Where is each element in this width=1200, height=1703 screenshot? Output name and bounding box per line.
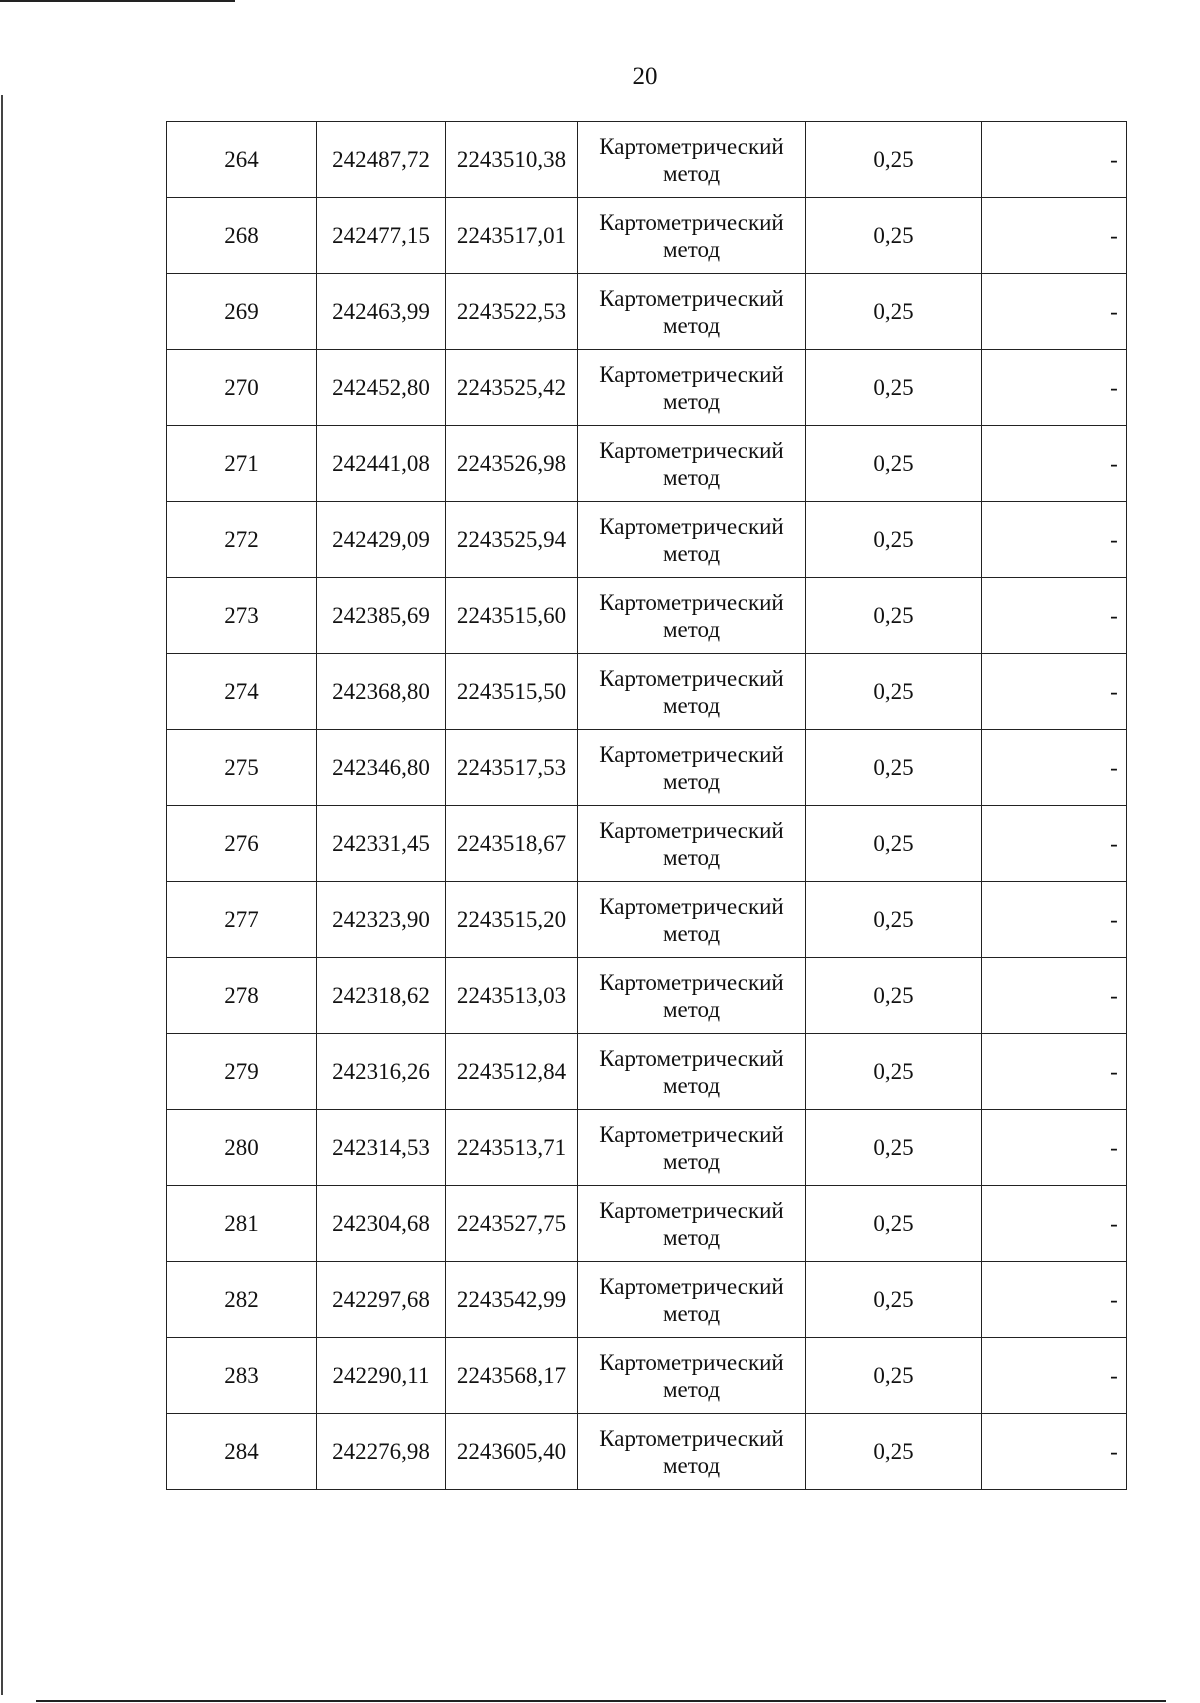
method-text-line2: метод — [662, 1224, 721, 1250]
description-text: - — [1110, 603, 1118, 628]
x-coordinate-cell: 242323,90 — [317, 882, 446, 958]
y-coordinate-cell: 2243605,40 — [446, 1414, 578, 1490]
description-cell — [982, 122, 1127, 198]
point-number-cell: 281 — [167, 1186, 317, 1262]
y-coordinate-cell: 2243568,17 — [446, 1338, 578, 1414]
table-row — [167, 1414, 1127, 1490]
method-text-line2: метод — [662, 920, 721, 946]
table-row — [167, 1110, 1127, 1186]
description-text: - — [1110, 907, 1118, 932]
table-row — [167, 806, 1127, 882]
method-text-line2: метод — [662, 768, 721, 794]
method-cell — [578, 1186, 806, 1262]
method-text-line1: Картометрический — [599, 1197, 784, 1223]
coordinates-table — [166, 121, 1127, 1490]
method-text-line1: Картометрический — [599, 741, 784, 767]
accuracy-cell: 0,25 — [806, 350, 982, 426]
accuracy-cell: 0,25 — [806, 654, 982, 730]
point-number-cell: 277 — [167, 882, 317, 958]
method-text-line2: метод — [662, 692, 721, 718]
method-cell — [578, 806, 806, 882]
table-row — [167, 958, 1127, 1034]
point-number-cell: 284 — [167, 1414, 317, 1490]
description-cell — [982, 958, 1127, 1034]
method-text-line2: метод — [662, 1072, 721, 1098]
table-row — [167, 1262, 1127, 1338]
y-coordinate-cell: 2243515,60 — [446, 578, 578, 654]
table-row — [167, 1034, 1127, 1110]
method-cell — [578, 1414, 806, 1490]
x-coordinate-cell: 242477,15 — [317, 198, 446, 274]
accuracy-cell: 0,25 — [806, 502, 982, 578]
method-text-line1: Картометрический — [599, 437, 784, 463]
point-number-cell: 278 — [167, 958, 317, 1034]
y-coordinate-cell: 2243525,42 — [446, 350, 578, 426]
method-cell — [578, 958, 806, 1034]
description-cell — [982, 198, 1127, 274]
point-number-cell: 270 — [167, 350, 317, 426]
description-cell — [982, 654, 1127, 730]
method-text-line2: метод — [662, 616, 721, 642]
point-number-cell: 275 — [167, 730, 317, 806]
description-text: - — [1110, 1135, 1118, 1160]
y-coordinate-cell: 2243542,99 — [446, 1262, 578, 1338]
y-coordinate-cell: 2243526,98 — [446, 426, 578, 502]
method-text-line1: Картометрический — [599, 361, 784, 387]
method-text-line1: Картометрический — [599, 1121, 784, 1147]
description-text: - — [1110, 527, 1118, 552]
method-text-line1: Картометрический — [599, 1349, 784, 1375]
accuracy-cell: 0,25 — [806, 1034, 982, 1110]
accuracy-cell: 0,25 — [806, 122, 982, 198]
point-number-cell: 268 — [167, 198, 317, 274]
description-cell — [982, 350, 1127, 426]
method-cell — [578, 578, 806, 654]
method-text-line1: Картометрический — [599, 589, 784, 615]
x-coordinate-cell: 242441,08 — [317, 426, 446, 502]
point-number-cell: 273 — [167, 578, 317, 654]
description-text: - — [1110, 451, 1118, 476]
method-cell — [578, 350, 806, 426]
description-text: - — [1110, 299, 1118, 324]
scan-edge-left — [1, 95, 3, 1695]
description-text: - — [1110, 755, 1118, 780]
description-cell — [982, 1414, 1127, 1490]
table-row — [167, 426, 1127, 502]
x-coordinate-cell: 242314,53 — [317, 1110, 446, 1186]
x-coordinate-cell: 242385,69 — [317, 578, 446, 654]
point-number-cell: 282 — [167, 1262, 317, 1338]
accuracy-cell: 0,25 — [806, 1338, 982, 1414]
method-text-line2: метод — [662, 1452, 721, 1478]
description-text: - — [1110, 1287, 1118, 1312]
description-text: - — [1110, 1211, 1118, 1236]
x-coordinate-cell: 242368,80 — [317, 654, 446, 730]
method-text-line2: метод — [662, 388, 721, 414]
description-cell — [982, 882, 1127, 958]
point-number-cell: 283 — [167, 1338, 317, 1414]
method-text-line1: Картометрический — [599, 969, 784, 995]
scan-edge-bottom — [36, 1700, 1166, 1702]
x-coordinate-cell: 242297,68 — [317, 1262, 446, 1338]
x-coordinate-cell: 242463,99 — [317, 274, 446, 350]
accuracy-cell: 0,25 — [806, 1186, 982, 1262]
accuracy-cell: 0,25 — [806, 274, 982, 350]
y-coordinate-cell: 2243518,67 — [446, 806, 578, 882]
accuracy-cell: 0,25 — [806, 806, 982, 882]
method-cell — [578, 274, 806, 350]
description-text: - — [1110, 223, 1118, 248]
method-text-line2: метод — [662, 996, 721, 1022]
y-coordinate-cell: 2243517,53 — [446, 730, 578, 806]
method-text-line2: метод — [662, 312, 721, 338]
description-cell — [982, 274, 1127, 350]
method-cell — [578, 1034, 806, 1110]
method-text-line1: Картометрический — [599, 209, 784, 235]
point-number-cell: 269 — [167, 274, 317, 350]
method-text-line1: Картометрический — [599, 893, 784, 919]
point-number-cell: 279 — [167, 1034, 317, 1110]
table-row — [167, 502, 1127, 578]
description-cell — [982, 502, 1127, 578]
description-text: - — [1110, 1363, 1118, 1388]
accuracy-cell: 0,25 — [806, 1414, 982, 1490]
method-text-line2: метод — [662, 1376, 721, 1402]
description-text: - — [1110, 679, 1118, 704]
accuracy-cell: 0,25 — [806, 1262, 982, 1338]
x-coordinate-cell: 242331,45 — [317, 806, 446, 882]
method-text-line1: Картометрический — [599, 133, 784, 159]
y-coordinate-cell: 2243513,71 — [446, 1110, 578, 1186]
scan-edge-top — [0, 0, 235, 2]
method-cell — [578, 198, 806, 274]
method-text-line1: Картометрический — [599, 285, 784, 311]
table-row — [167, 350, 1127, 426]
description-cell — [982, 1110, 1127, 1186]
description-cell — [982, 730, 1127, 806]
method-text-line2: метод — [662, 160, 721, 186]
table-row — [167, 1186, 1127, 1262]
y-coordinate-cell: 2243527,75 — [446, 1186, 578, 1262]
method-text-line1: Картометрический — [599, 513, 784, 539]
description-text: - — [1110, 983, 1118, 1008]
x-coordinate-cell: 242276,98 — [317, 1414, 446, 1490]
point-number-cell: 271 — [167, 426, 317, 502]
method-text-line1: Картометрический — [599, 1273, 784, 1299]
method-text-line1: Картометрический — [599, 1045, 784, 1071]
y-coordinate-cell: 2243513,03 — [446, 958, 578, 1034]
x-coordinate-cell: 242452,80 — [317, 350, 446, 426]
description-cell — [982, 1034, 1127, 1110]
accuracy-cell: 0,25 — [806, 958, 982, 1034]
method-text-line2: метод — [662, 1300, 721, 1326]
description-text: - — [1110, 1059, 1118, 1084]
y-coordinate-cell: 2243515,50 — [446, 654, 578, 730]
accuracy-cell: 0,25 — [806, 882, 982, 958]
method-text-line1: Картометрический — [599, 817, 784, 843]
table-row — [167, 122, 1127, 198]
table-row — [167, 654, 1127, 730]
table-row — [167, 198, 1127, 274]
method-text-line2: метод — [662, 844, 721, 870]
method-text-line2: метод — [662, 236, 721, 262]
y-coordinate-cell: 2243512,84 — [446, 1034, 578, 1110]
method-cell — [578, 654, 806, 730]
point-number-cell: 264 — [167, 122, 317, 198]
method-cell — [578, 1110, 806, 1186]
method-text-line2: метод — [662, 1148, 721, 1174]
method-text-line1: Картометрический — [599, 1425, 784, 1451]
page-number: 20 — [632, 63, 658, 90]
method-cell — [578, 1262, 806, 1338]
description-cell — [982, 806, 1127, 882]
coordinates-table-body — [167, 122, 1127, 1490]
point-number-cell: 272 — [167, 502, 317, 578]
method-cell — [578, 882, 806, 958]
description-cell — [982, 1186, 1127, 1262]
accuracy-cell: 0,25 — [806, 1110, 982, 1186]
method-text-line2: метод — [662, 540, 721, 566]
point-number-cell: 274 — [167, 654, 317, 730]
x-coordinate-cell: 242487,72 — [317, 122, 446, 198]
description-cell — [982, 426, 1127, 502]
description-cell — [982, 1262, 1127, 1338]
accuracy-cell: 0,25 — [806, 578, 982, 654]
method-cell — [578, 426, 806, 502]
description-text: - — [1110, 1439, 1118, 1464]
table-row — [167, 1338, 1127, 1414]
method-text-line1: Картометрический — [599, 665, 784, 691]
description-text: - — [1110, 831, 1118, 856]
description-text: - — [1110, 147, 1118, 172]
table-row — [167, 578, 1127, 654]
y-coordinate-cell: 2243522,53 — [446, 274, 578, 350]
accuracy-cell: 0,25 — [806, 730, 982, 806]
method-cell — [578, 122, 806, 198]
accuracy-cell: 0,25 — [806, 426, 982, 502]
description-cell — [982, 1338, 1127, 1414]
x-coordinate-cell: 242316,26 — [317, 1034, 446, 1110]
x-coordinate-cell: 242290,11 — [317, 1338, 446, 1414]
point-number-cell: 280 — [167, 1110, 317, 1186]
accuracy-cell: 0,25 — [806, 198, 982, 274]
method-cell — [578, 1338, 806, 1414]
table-row — [167, 274, 1127, 350]
x-coordinate-cell: 242346,80 — [317, 730, 446, 806]
x-coordinate-cell: 242429,09 — [317, 502, 446, 578]
description-text: - — [1110, 375, 1118, 400]
description-cell — [982, 578, 1127, 654]
method-text-line2: метод — [662, 464, 721, 490]
x-coordinate-cell: 242318,62 — [317, 958, 446, 1034]
y-coordinate-cell: 2243517,01 — [446, 198, 578, 274]
y-coordinate-cell: 2243515,20 — [446, 882, 578, 958]
method-cell — [578, 502, 806, 578]
method-cell — [578, 730, 806, 806]
y-coordinate-cell: 2243510,38 — [446, 122, 578, 198]
x-coordinate-cell: 242304,68 — [317, 1186, 446, 1262]
point-number-cell: 276 — [167, 806, 317, 882]
table-row — [167, 730, 1127, 806]
y-coordinate-cell: 2243525,94 — [446, 502, 578, 578]
table-row — [167, 882, 1127, 958]
